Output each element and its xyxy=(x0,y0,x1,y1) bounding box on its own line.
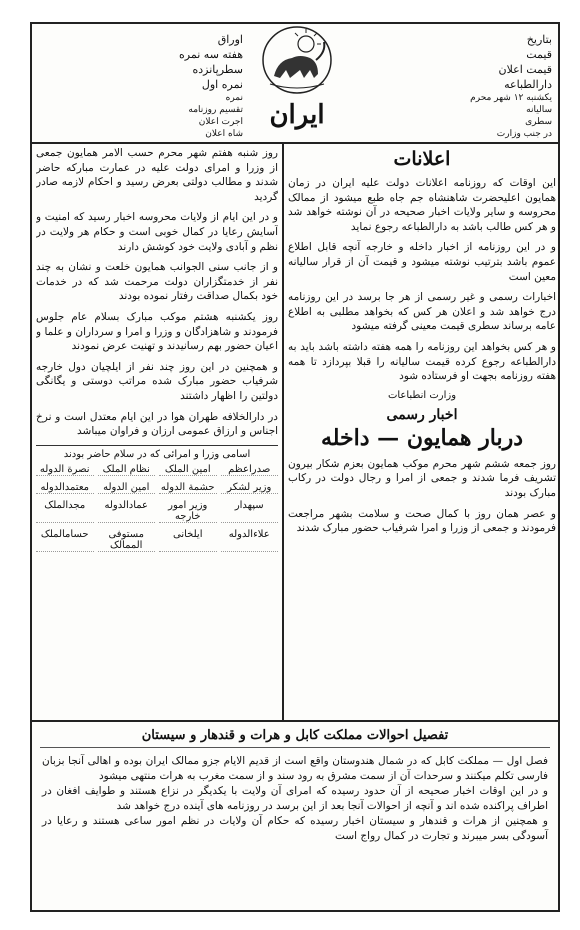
attendee-name: وزیر امور خارجه xyxy=(159,500,217,523)
masthead-left-row: نمره اول xyxy=(201,78,243,91)
attendee-name: حشمة الدوله xyxy=(160,481,215,493)
newspaper-title: ایران xyxy=(269,100,325,130)
announcement-paragraph: و هر کس بخواهد این روزنامه را همه هفته داشته باشد باید به دارالطباعه رجوع کرده قیمت سالیانه را قبلا بپردازد تا همه هفته روزنامه بجهت او فرستاده شود xyxy=(288,340,556,383)
masthead-right-row: قیمت xyxy=(526,48,552,61)
masthead-right-row: دارالطباعه xyxy=(504,78,552,91)
attendees-list-title: اسامی وزرا و امرائی که در سلام حاضر بودند xyxy=(36,445,278,460)
masthead-right-block xyxy=(347,32,552,140)
masthead-right-row: بتاریخ xyxy=(526,33,552,46)
lion-and-sun-emblem-icon xyxy=(244,24,350,96)
attendee-name: مستوفی الممالک xyxy=(98,529,156,552)
feature-article-paragraph: و همچنین از هرات و قندهار و سیستان اخبار رسیده که حکام آن ولایات در نظم امور ساعی هستند و رعایا در آسودگی بسر میبرند و تجارت در کمال رواج است xyxy=(42,815,548,842)
masthead-left-detail: شاه اعلان xyxy=(205,129,243,139)
announcement-paragraph: و در این روزنامه از اخبار داخله و خارجه آنچه قابل اطلاع عموم باشد بترتیب نوشته میشود و قیمت آن از قرار سالیانه معین است xyxy=(288,241,556,283)
masthead-right-row: قیمت اعلان xyxy=(498,63,552,76)
news-paragraph: و عصر همان روز با کمال صحت و سلامت بشهر مراجعت فرمودند و جمعی از وزرا و امرا شرفیاب حضور مبارک شدند xyxy=(288,507,556,535)
masthead-left-row: سطرپانزده xyxy=(192,63,243,76)
article-paragraph: روز شنبه هفتم شهر محرم حسب الامر همایون جمعی از وزرا و امرای دولت علیه در عمارت مبارکه حاضر شدند و مطالب دولتی بعرض رسید و احکام لازمه صادر گردید xyxy=(36,147,278,203)
court-news-column xyxy=(36,146,278,716)
attendee-name: سپهدار xyxy=(221,500,279,523)
attendee-name: مجدالملک xyxy=(36,500,94,523)
feature-article-title: تفصیل احوالات مملکت کابل و هرات و قندهار و سیستان xyxy=(40,728,550,748)
court-news-heading: دربار همایون — داخله xyxy=(320,424,524,451)
attendee-name: عمادالدوله xyxy=(98,500,156,523)
attendee-name: وزیر لشکر xyxy=(221,482,279,494)
article-paragraph: در دارالخلافه طهران هوا در این ایام معتدل است و نرخ اجناس و ارزاق عمومی ارزان و فراوان میباشد xyxy=(36,410,278,438)
masthead-right-detail: سالیانه xyxy=(526,105,552,115)
newspaper-page xyxy=(30,22,560,912)
masthead-left-detail: اجرت اعلان xyxy=(198,117,243,127)
attendee-name: امین الملک xyxy=(159,464,217,476)
attendee-name: نصرة الدوله xyxy=(36,464,94,476)
masthead-right-detail: یکشنبه ۱۲ شهر محرم xyxy=(470,93,552,103)
feature-article xyxy=(32,720,558,912)
column-divider xyxy=(282,142,284,720)
attendee-name: معتمدالدوله xyxy=(36,482,94,494)
announcements-heading: اعلانات xyxy=(393,148,451,170)
attendee-name: امین الدوله xyxy=(98,482,156,494)
masthead-right-detail: در جنب وزارت xyxy=(496,129,552,139)
feature-article-paragraph: فصل اول — مملکت کابل که در شمال هندوستان واقع است از قدیم الایام جزو ممالک ایران بوده و اهالی آنجا بزبان فارسی تکلم میکنند و سرحدات آن از سمت مشرق به رود سند و از سمت مغرب به هرات منتهی میشود xyxy=(42,755,548,782)
attendee-name: ایلخانی xyxy=(159,529,217,552)
attendee-name: علاءالدوله xyxy=(221,529,279,552)
announcements-column xyxy=(288,146,556,716)
feature-article-paragraph: و در این اوقات اخبار صحیحه از آن حدود رسیده که امرای آن ولایت با یکدیگر در نزاع هستند و طوایف افغان در اطراف پراکنده شده اند و آنچه از احوالات آنجا بعد از این برسد در روزنامه های آینده درج خواهد شد xyxy=(42,785,548,812)
article-paragraph: روز یکشنبه هشتم موکب مبارک بسلام عام جلوس فرمودند و شاهزادگان و وزرا و امرا و سرداران و علما و اعیان حضور بهم رسانیدند و تهنیت عرض نمودند xyxy=(36,310,278,353)
announcement-paragraph: این اوقات که روزنامه اعلانات دولت علیه ایران در زمان همایون اعلیحضرت شاهنشاه جم جاه طبع میشود از ممالک محروسه و سایر ولایات اخبار صحیحه در آن نوشته خواهد شد و هر کس طالب باشد به دارالطباعه رجوع نماید xyxy=(288,177,556,233)
masthead-left-detail: تقسیم روزنامه xyxy=(188,105,243,115)
official-news-heading: اخبار رسمی xyxy=(386,406,458,423)
attendee-name: صدراعظم xyxy=(221,464,279,476)
masthead-left-row: هفته سه نمره xyxy=(179,48,243,61)
announcement-signature: وزارت انطباعات xyxy=(387,389,457,401)
attendees-list xyxy=(36,464,278,552)
masthead xyxy=(32,24,558,144)
article-paragraph: و در این ایام از ولایات محروسه اخبار رسید که امنیت و آسایش رعایا در کمال خوبی است و حکام هر ولایت در نظم و آبادی ولایت خود کوشش دارند xyxy=(36,211,278,253)
article-paragraph: و همچنین در این روز چند نفر از ایلچیان دول خارجه شرفیاب حضور مبارک شده مراتب دوستی و یگانگی دولتین را اظهار داشتند xyxy=(36,360,278,402)
masthead-left-block xyxy=(38,32,243,140)
masthead-right-detail: سطری xyxy=(525,117,552,127)
masthead-left-row: اوراق xyxy=(217,33,243,46)
news-paragraph: روز جمعه ششم شهر محرم موکب همایون بعزم شکار بیرون تشریف فرما شدند و جمعی از امرا و رجال دولت در رکاب مبارک بودند xyxy=(288,457,556,499)
attendee-name: حسامالملک xyxy=(36,529,94,552)
announcement-paragraph: اخبارات رسمی و غیر رسمی از هر جا برسد در این روزنامه درج خواهد شد و اعلان هر کس که بخواهد مطلبی به اطلاع عامه برساند سطری قیمت معینی گرفته میشود xyxy=(288,291,556,333)
attendee-name: نظام الملک xyxy=(98,464,156,476)
masthead-left-detail: نمره xyxy=(225,93,243,103)
article-paragraph: و از جانب سنی الجوانب همایون خلعت و نشان به چند نفر از خدمتگزاران دولت مرحمت شد که در خدمات خود بکمال صداقت رفتار نموده بودند xyxy=(36,261,278,303)
